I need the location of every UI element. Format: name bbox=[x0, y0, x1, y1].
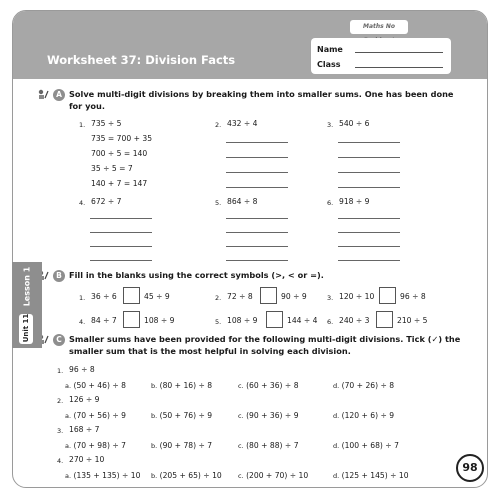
worked-step: 735 = 700 + 35 bbox=[91, 134, 153, 143]
option-c[interactable]: c. (90 + 36) ÷ 9 bbox=[238, 411, 299, 420]
item-number: 5. bbox=[215, 318, 222, 326]
comparison-right: 210 ÷ 5 bbox=[397, 316, 428, 325]
answer-line[interactable] bbox=[226, 187, 288, 188]
comparison-right: 144 ÷ 4 bbox=[287, 316, 318, 325]
problem-expression: 864 ÷ 8 bbox=[227, 197, 258, 206]
problem-expression: 735 ÷ 5 bbox=[91, 119, 122, 128]
comparison-left: 120 ÷ 10 bbox=[339, 292, 375, 301]
question-number: 3. bbox=[57, 427, 64, 435]
comparison-right: 108 ÷ 9 bbox=[144, 316, 175, 325]
answer-line[interactable] bbox=[338, 246, 400, 247]
option-d[interactable]: d. (125 + 145) ÷ 10 bbox=[333, 471, 409, 480]
symbol-box[interactable] bbox=[260, 287, 277, 304]
option-d[interactable]: d. (100 + 68) ÷ 7 bbox=[333, 441, 399, 450]
comparison-right: 96 ÷ 8 bbox=[400, 292, 426, 301]
item-number: 2. bbox=[215, 294, 222, 302]
section-b-instruction: Fill in the blanks using the correct symbols (>, < or =). bbox=[69, 270, 324, 280]
pencil-person-icon bbox=[37, 89, 49, 100]
section-b-badge: B bbox=[53, 270, 65, 282]
class-label: Class bbox=[317, 60, 341, 69]
problem-number: 4. bbox=[79, 199, 86, 207]
header-band bbox=[13, 11, 487, 79]
question-expression: 96 ÷ 8 bbox=[69, 365, 95, 374]
symbol-box[interactable] bbox=[266, 311, 283, 328]
answer-line[interactable] bbox=[226, 246, 288, 247]
problem-number: 3. bbox=[327, 121, 334, 129]
answer-line[interactable] bbox=[226, 260, 288, 261]
worksheet-title: Worksheet 37: Division Facts bbox=[47, 53, 236, 67]
option-b[interactable]: b. (205 + 65) ÷ 10 bbox=[151, 471, 222, 480]
option-d[interactable]: d. (120 + 6) ÷ 9 bbox=[333, 411, 395, 420]
section-a-badge: A bbox=[53, 89, 65, 101]
comparison-left: 36 ÷ 6 bbox=[91, 292, 117, 301]
option-b[interactable]: b. (50 + 76) ÷ 9 bbox=[151, 411, 213, 420]
option-b[interactable]: b. (80 + 16) ÷ 8 bbox=[151, 381, 213, 390]
symbol-box[interactable] bbox=[376, 311, 393, 328]
option-d[interactable]: d. (70 + 26) ÷ 8 bbox=[333, 381, 395, 390]
item-number: 3. bbox=[327, 294, 334, 302]
section-a-instruction: Solve multi-digit divisions by breaking them into smaller sums. One has been done for you. bbox=[69, 89, 454, 111]
comparison-left: 84 ÷ 7 bbox=[91, 316, 117, 325]
brand-logo: Maths No bbox=[350, 20, 408, 34]
answer-line[interactable] bbox=[90, 218, 152, 219]
option-a[interactable]: a. (135 + 135) ÷ 10 bbox=[65, 471, 141, 480]
answer-line[interactable] bbox=[338, 157, 400, 158]
question-expression: 126 ÷ 9 bbox=[69, 395, 100, 404]
option-b[interactable]: b. (90 + 78) ÷ 7 bbox=[151, 441, 213, 450]
answer-line[interactable] bbox=[90, 260, 152, 261]
worked-step: 35 ÷ 5 = 7 bbox=[91, 164, 133, 173]
page-number: 98 bbox=[456, 454, 484, 482]
class-field[interactable] bbox=[355, 67, 443, 68]
item-number: 4. bbox=[79, 318, 86, 326]
worked-step: 700 ÷ 5 = 140 bbox=[91, 149, 148, 158]
comparison-left: 108 ÷ 9 bbox=[227, 316, 258, 325]
question-expression: 168 ÷ 7 bbox=[69, 425, 100, 434]
answer-line[interactable] bbox=[226, 142, 288, 143]
lesson-side-tab bbox=[12, 262, 42, 348]
question-expression: 270 ÷ 10 bbox=[69, 455, 105, 464]
answer-line[interactable] bbox=[338, 142, 400, 143]
question-number: 2. bbox=[57, 397, 64, 405]
problem-expression: 918 ÷ 9 bbox=[339, 197, 370, 206]
answer-line[interactable] bbox=[338, 218, 400, 219]
problem-number: 2. bbox=[215, 121, 222, 129]
answer-line[interactable] bbox=[338, 232, 400, 233]
comparison-right: 90 ÷ 9 bbox=[281, 292, 307, 301]
problem-number: 1. bbox=[79, 121, 86, 129]
symbol-box[interactable] bbox=[123, 287, 140, 304]
comparison-left: 240 ÷ 3 bbox=[339, 316, 370, 325]
option-a[interactable]: a. (70 + 98) ÷ 7 bbox=[65, 441, 126, 450]
problem-expression: 432 ÷ 4 bbox=[227, 119, 258, 128]
question-number: 1. bbox=[57, 367, 64, 375]
comparison-right: 45 ÷ 9 bbox=[144, 292, 170, 301]
comparison-left: 72 ÷ 8 bbox=[227, 292, 253, 301]
worksheet-page bbox=[12, 10, 488, 488]
worked-step: 140 + 7 = 147 bbox=[91, 179, 148, 188]
answer-line[interactable] bbox=[90, 246, 152, 247]
option-c[interactable]: c. (80 + 88) ÷ 7 bbox=[238, 441, 299, 450]
unit-label: Unit 11 bbox=[22, 313, 30, 343]
symbol-box[interactable] bbox=[123, 311, 140, 328]
option-c[interactable]: c. (60 + 36) ÷ 8 bbox=[238, 381, 299, 390]
section-c-badge: C bbox=[53, 334, 65, 346]
lesson-label: Lesson 1 bbox=[22, 266, 32, 307]
item-number: 6. bbox=[327, 318, 334, 326]
option-a[interactable]: a. (70 + 56) ÷ 9 bbox=[65, 411, 126, 420]
problem-number: 6. bbox=[327, 199, 334, 207]
unit-badge bbox=[19, 314, 33, 344]
answer-line[interactable] bbox=[226, 232, 288, 233]
answer-line[interactable] bbox=[338, 172, 400, 173]
option-c[interactable]: c. (200 + 70) ÷ 10 bbox=[238, 471, 309, 480]
problem-expression: 672 ÷ 7 bbox=[91, 197, 122, 206]
answer-line[interactable] bbox=[338, 260, 400, 261]
answer-line[interactable] bbox=[226, 172, 288, 173]
name-class-box bbox=[311, 38, 451, 74]
option-a[interactable]: a. (50 + 46) ÷ 8 bbox=[65, 381, 126, 390]
answer-line[interactable] bbox=[90, 232, 152, 233]
problem-expression: 540 ÷ 6 bbox=[339, 119, 370, 128]
answer-line[interactable] bbox=[338, 187, 400, 188]
name-label: Name bbox=[317, 45, 343, 54]
answer-line[interactable] bbox=[226, 218, 288, 219]
name-field[interactable] bbox=[355, 52, 443, 53]
item-number: 1. bbox=[79, 294, 86, 302]
problem-number: 5. bbox=[215, 199, 222, 207]
symbol-box[interactable] bbox=[379, 287, 396, 304]
section-c-instruction: Smaller sums have been provided for the following multi-digit divisions. Tick (✓) the smaller sum that is the most helpful in solving each division. bbox=[69, 334, 461, 356]
question-number: 4. bbox=[57, 457, 64, 465]
answer-line[interactable] bbox=[226, 157, 288, 158]
